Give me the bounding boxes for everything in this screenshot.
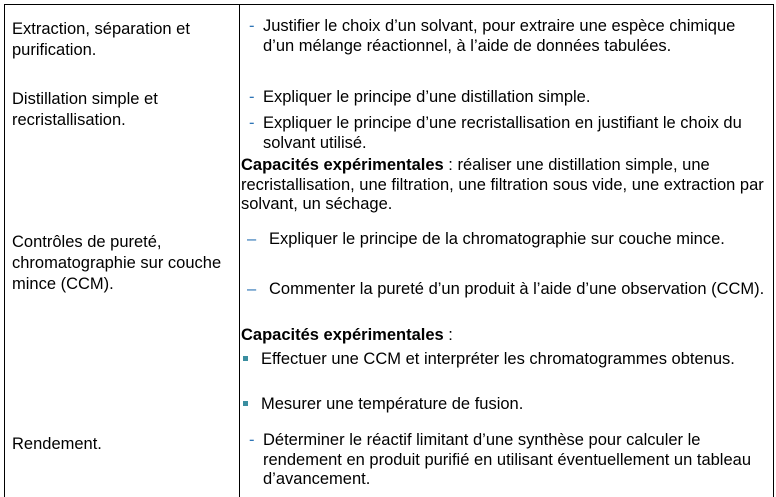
square-bullet-icon [243, 401, 248, 406]
dash-marker: - [249, 88, 255, 106]
list-item [241, 350, 771, 370]
item-text: Mesurer une température de fusion. [261, 395, 524, 413]
item-text: Expliquer le principe d’une recristallisation en justifiant le choix du solvant utilisé. [263, 114, 742, 152]
dash-marker: - [249, 17, 255, 35]
dash-marker: – [247, 230, 257, 248]
list-item [241, 17, 771, 56]
item-text: Effectuer une CCM et interpréter les chromatogrammes obtenus. [261, 350, 735, 368]
square-bullet-icon [243, 356, 248, 361]
capacity-paragraph [241, 326, 769, 346]
item-text: Justifier le choix d’un solvant, pour extraire une espèce chimique d’un mélange réactionnel, à l’aide de données tabulées. [263, 17, 736, 55]
list-item [241, 431, 771, 490]
capacity-text: : réaliser une distillation simple, une recristallisation, une filtration, une filtration sous vide, une extraction par solvant, un séchage. [241, 156, 764, 213]
row1-topic: Extraction, séparation et purification. [12, 20, 190, 59]
dash-marker: – [247, 280, 257, 298]
capacity-paragraph [241, 156, 769, 215]
row3-topic: Contrôles de pureté, chromatographie sur couche mince (CCM). [12, 233, 222, 293]
list-item [241, 230, 771, 250]
capacity-title: Capacités expérimentales [241, 326, 444, 344]
list-item [241, 395, 771, 415]
item-text: Commenter la pureté d’un produit à l’aide d’une observation (CCM). [269, 280, 765, 298]
capacity-title: Capacités expérimentales [241, 156, 444, 174]
list-item [241, 114, 771, 153]
row4-topic: Rendement. [12, 435, 102, 453]
program-table [4, 4, 774, 497]
capacity-text: : [443, 326, 453, 344]
column-divider [239, 5, 240, 497]
item-text: Expliquer le principe de la chromatographie sur couche mince. [269, 230, 725, 248]
row2-topic: Distillation simple et recristallisation. [12, 90, 158, 129]
list-item [241, 88, 771, 108]
dash-marker: - [249, 431, 255, 449]
list-item [241, 280, 771, 300]
dash-marker: - [249, 114, 255, 132]
item-text: Déterminer le réactif limitant d’une synthèse pour calculer le rendement en produit purifié en utilisant éventuellement un tableau d’avancement. [263, 431, 751, 488]
item-text: Expliquer le principe d’une distillation simple. [263, 88, 591, 106]
